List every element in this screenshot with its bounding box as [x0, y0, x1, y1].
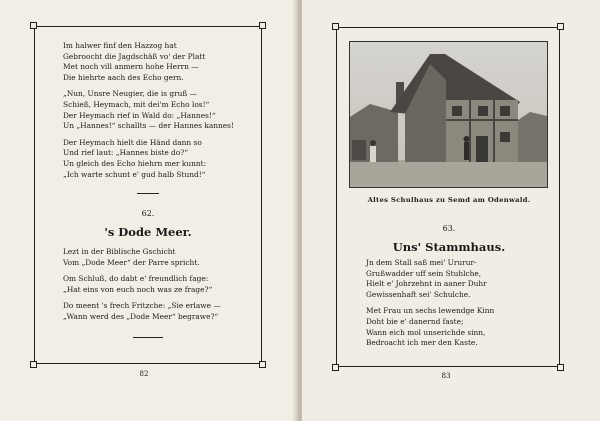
border-corner [259, 22, 266, 29]
left-page [0, 0, 298, 421]
border-corner [557, 364, 564, 371]
poem-line: Met noch vill anmern hohe Herrn — [63, 62, 199, 72]
poem-title: Uns' Stammhaus. [392, 240, 506, 254]
poem-line: Im halwer finf den Hazzog hat [63, 41, 177, 50]
left-page-border [34, 26, 262, 364]
old-schoolhouse-photo [349, 41, 548, 188]
poem-line: Un gleich des Echo hiehrn mer kunnt: [63, 158, 207, 168]
poem-62-body [63, 247, 263, 323]
poem-line: „Nun, Unsre Neugier, die is gruß — [63, 89, 198, 99]
poem-line: Gewissenhaft sei' Schulche. [366, 289, 471, 299]
poem-line: Jn dem Stall saß mei' Ururur- [366, 258, 477, 267]
section-divider [137, 193, 159, 194]
poem-line: Bedroacht ich mer den Kaste. [366, 338, 478, 348]
border-corner [30, 22, 37, 29]
poem-number: 63. [442, 224, 456, 233]
border-corner [30, 361, 37, 368]
poem-number: 62. [141, 209, 155, 218]
poem-line: Der Heymach hielt die Händ dann so [63, 137, 202, 147]
photo-caption: Altes Schulhaus zu Semd am Odenwald. [367, 196, 531, 204]
border-corner [557, 23, 564, 30]
photo-illustration [350, 42, 547, 187]
poem-line: Grußwadder uff sein Stuhlche, [366, 268, 482, 278]
poem-line: Om Schluß, do dabt e' freundlich fage: [63, 274, 209, 284]
border-corner [332, 364, 339, 371]
poem-line: Wann eich mol unserichde sinn, [366, 327, 486, 337]
poem-line: Lezt in der Biblische Gschicht [63, 247, 176, 256]
poem-line: Die hiehrte aach des Echo gern. [63, 72, 184, 82]
poem-line: Hielt e' Johrzehnt in aaner Duhr [366, 279, 487, 289]
right-page [302, 0, 600, 421]
poem-line: Doht bie e' danernd faste; [366, 316, 464, 326]
poem-63-body [366, 258, 546, 349]
poem-line: Und rief laut: „Hannes biste do?“ [63, 148, 188, 158]
poem-line: Schieß, Heymach, mit dei'm Echo los!“ [63, 99, 210, 109]
border-corner [332, 23, 339, 30]
section-divider [133, 337, 163, 338]
poem-line: „Hat eins von euch noch was ze frage?“ [63, 284, 213, 294]
poem-line: Der Heymach rief in Wald do: „Hannes!“ [63, 110, 216, 120]
page-number: 82 [139, 370, 149, 378]
poem-line: Un „Hannes!“ schallts — der Hannes kannes! [63, 121, 234, 131]
poem-61-continuation [63, 41, 263, 180]
border-corner [259, 361, 266, 368]
poem-title: 's Dode Meer. [104, 225, 192, 239]
poem-line: Do meent 's frech Fritzche: „Sie erlawe — [63, 301, 221, 311]
poem-line: Gebroocht die Jagdschäß vo' der Platt [63, 51, 206, 61]
poem-line: Met Frau un sechs lewendge Kinn [366, 306, 495, 316]
page-number: 83 [441, 372, 451, 380]
poem-line: „Ich warte schunt e' gud halb Stund!“ [63, 169, 206, 179]
poem-line: Vom „Dode Meer“ der Parre spricht. [63, 257, 200, 267]
poem-line: „Wann werd des „Dode Meer“ begrawe?“ [63, 311, 219, 321]
